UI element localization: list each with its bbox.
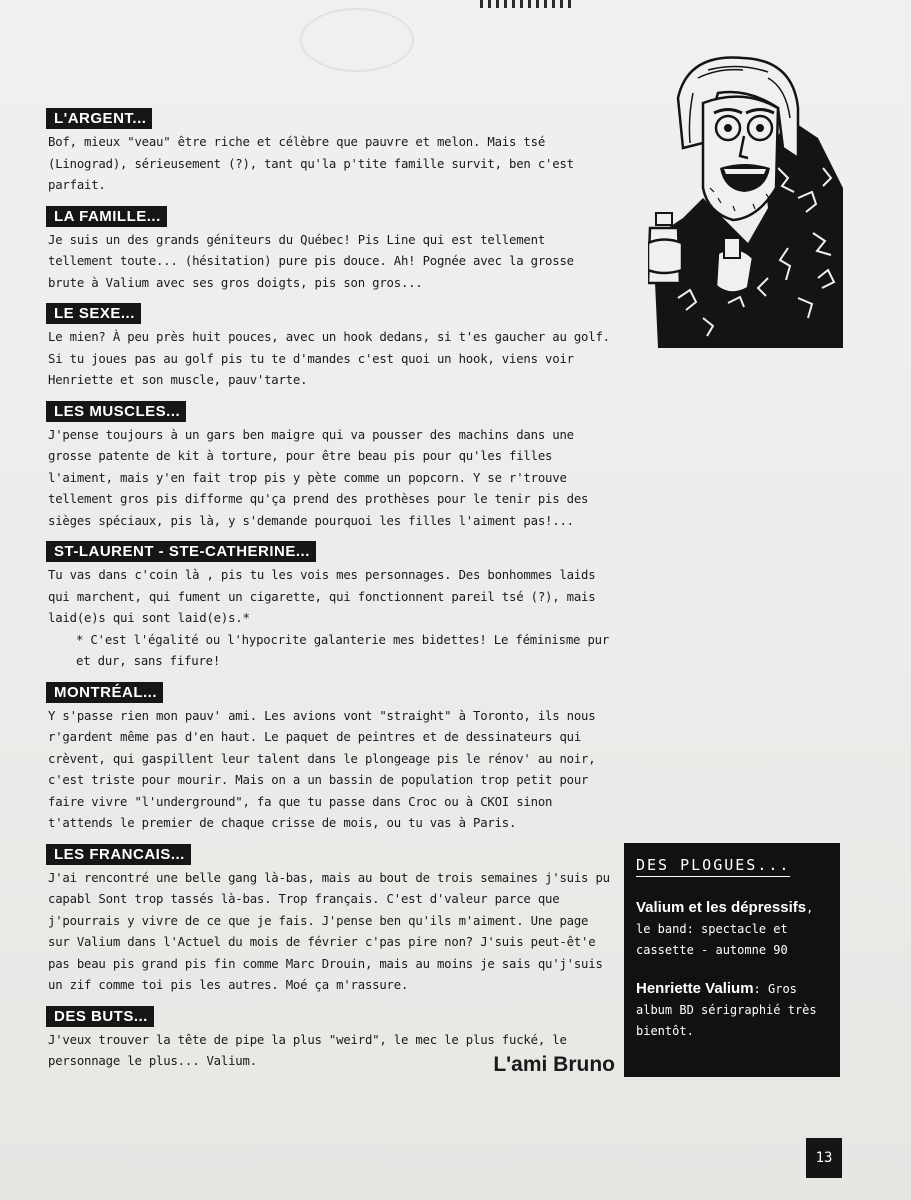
section-heading: ST-LAURENT - STE-CATHERINE... xyxy=(46,541,316,562)
plug-name: Henriette Valium xyxy=(636,980,754,997)
footnote: * C'est l'égalité ou l'hypocrite galanterie mes bidettes! Le féminisme pur et dur, sans fifure! xyxy=(76,632,610,668)
interview-column xyxy=(46,108,616,1082)
section-text: Le mien? À peu près huit pouces, avec un hook dedans, si t'es gaucher au golf. Si tu joues pas au golf pis tu te d'mandes c'est quoi un hook, viens voir Henriette et son muscle, pauv'tarte. xyxy=(48,330,610,387)
cartoon-man-with-bottle-icon xyxy=(648,48,848,348)
plugs-title: DES PLOGUES... xyxy=(636,856,790,877)
author-signature: L'ami Bruno xyxy=(493,1053,615,1076)
section-text: Je suis un des grands géniteurs du Québec! Pis Line qui est tellement tellement toute... (hésitation) pure pis douce. Ah! Pognée avec la grosse brute à Valium avec ses gros doigts, pis son gros... xyxy=(48,232,574,290)
section-heading: LES MUSCLES... xyxy=(46,401,186,422)
section-montreal xyxy=(46,682,616,835)
section-heading: MONTRÉAL... xyxy=(46,682,163,703)
faint-stamp-mark xyxy=(300,8,414,72)
section-sexe xyxy=(46,303,616,392)
spiral-binding xyxy=(480,0,576,8)
page-number: 13 xyxy=(806,1138,842,1178)
section-text: J'ai rencontré une belle gang là-bas, mais au bout de trois semaines j'suis pu capabl Sont trop tassés là-bas. Trop français. C'est d'valeur parce que j'pourrais y vivre de ce que je fais. J'pense ben qu'ils m'aiment. Une page sur Valium dans l'Actuel du mois de février c'pas pire non? J'suis peut-êt'e pas beau pis grand pis fin comme Marc Drouin, mais au moins je sais qu'j'suis un zif comme toi pis les autres. Moé ça m'rassure. xyxy=(48,870,610,992)
plug-description: : Gros album BD sérigraphié très bientôt. xyxy=(636,982,817,1038)
section-heading: LES FRANCAIS... xyxy=(46,844,191,865)
section-francais xyxy=(46,844,616,997)
section-argent xyxy=(46,108,616,197)
section-heading: DES BUTS... xyxy=(46,1006,154,1027)
plugs-box xyxy=(624,843,840,1077)
plug-item xyxy=(636,978,828,1041)
section-text: J'pense toujours à un gars ben maigre qui va pousser des machins dans une grosse patente de kit à torture, pour être beau pis pour qu'les filles l'aiment, mais y'en fait trop pis y pète comme un popcorn. Y se r'trouve tellement gros pis difforme qu'ça prend des prothèses pour le tenir pis des sièges spéciaux, pis là, y s'demande pourquoi les filles l'aiment pas!... xyxy=(48,427,589,528)
section-text: Tu vas dans c'coin là , pis tu les vois mes personnages. Des bonhommes laids qui marchent, qui fument un cigarette, qui fonctionnent pareil tsé (?), mais laid(e)s qui sont laid(e)s.* xyxy=(48,568,596,625)
plug-name: Valium et les dépressifs xyxy=(636,899,807,916)
section-heading: LA FAMILLE... xyxy=(46,206,167,227)
section-st-laurent xyxy=(46,541,616,673)
section-text: Bof, mieux "veau" être riche et célèbre que pauvre et melon. Mais tsé (Linograd), sérieusement (?), tant qu'la p'tite famille survit, ben c'est parfait. xyxy=(48,135,574,192)
section-heading: LE SEXE... xyxy=(46,303,141,324)
plug-description: , le band: spectacle et cassette - automne 90 xyxy=(636,901,814,957)
section-text: J'veux trouver la tête de pipe la plus "weird", le mec le plus fucké, le personnage le plus... Valium. xyxy=(48,1032,567,1068)
section-text: Y s'passe rien mon pauv' ami. Les avions vont "straight" à Toronto, ils nous r'gardent même pas d'en haut. Le paquet de peintres et de dessinateurs qui crèvent, qui gaspillent leur talent dans le plongeage pis le rénov' au noir, c'est triste pour mourir. Mais on a un bassin de population trop petit pour faire vivre "l'underground", fa que tu passe dans Croc ou à CKOI sinon t'attends le premier de chaque crisse de mois, ou tu vas à Paris. xyxy=(48,708,596,830)
section-muscles xyxy=(46,401,616,533)
section-heading: L'ARGENT... xyxy=(46,108,152,129)
plug-item xyxy=(636,897,828,960)
section-famille xyxy=(46,206,616,295)
